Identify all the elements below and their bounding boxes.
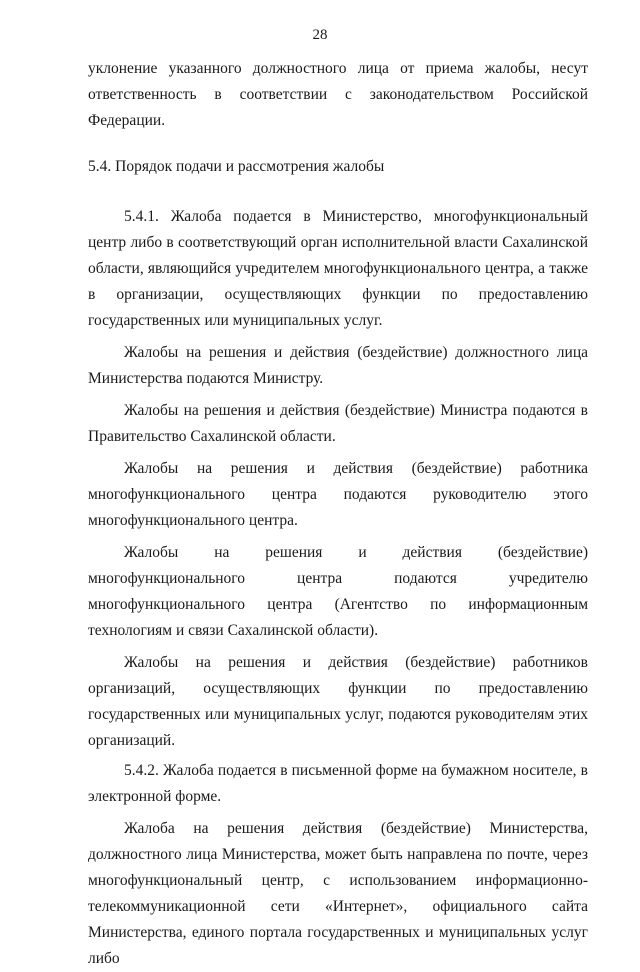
paragraph-organization-complaints: Жалобы на решения и действия (бездействие) работников организаций, осуществляющих функции по предоставлению государственных или муниципальных услуг, подаются руководителям этих организаций. [88,654,588,749]
section-heading: 5.4. Порядок подачи и рассмотрения жалобы [88,158,385,175]
paragraph-minister-complaints: Жалобы на решения и действия (бездействие) Министра подаются в Правительство Сахалинской области. [88,402,588,445]
page-number: 28 [312,27,328,43]
paragraph-official-complaints: Жалобы на решения и действия (бездействие) должностного лица Министерства подаются Министру. [88,344,588,387]
paragraph-liability: уклонение указанного должностного лица от приема жалобы, несут ответственность в соответствии с законодательством Российской Федерации. [88,60,588,129]
paragraph-mfc-complaints: Жалобы на решения и действия (бездействие) многофункционального центра подаются учредителю многофункционального центра (Агентство по информационным технологиям и связи Сахалинской области). [88,544,588,639]
paragraph-5-4-2: 5.4.2. Жалоба подается в письменной форме на бумажном носителе, в электронной форме. [88,762,588,805]
paragraph-mfc-worker-complaints: Жалобы на решения и действия (бездействие) работника многофункционального центра подаются руководителю этого многофункционального центра. [88,460,588,529]
paragraph-5-4-1: 5.4.1. Жалоба подается в Министерство, многофункциональный центр либо в соответствующий орган исполнительной власти Сахалинской области, являющийся учредителем многофункционального центра, а также в организации, осуществляющих функции по предоставлению государственных или муниципальных услуг. [88,208,588,329]
document-body [88,56,588,972]
paragraph-submission-channels: Жалоба на решения действия (бездействие) Министерства, должностного лица Министерства, может быть направлена по почте, через многофункциональный центр, с использованием информационно-телекоммуникационной сети «Интернет», официального сайта Министерства, единого портала государственных и муниципальных услуг либо [88,820,588,967]
